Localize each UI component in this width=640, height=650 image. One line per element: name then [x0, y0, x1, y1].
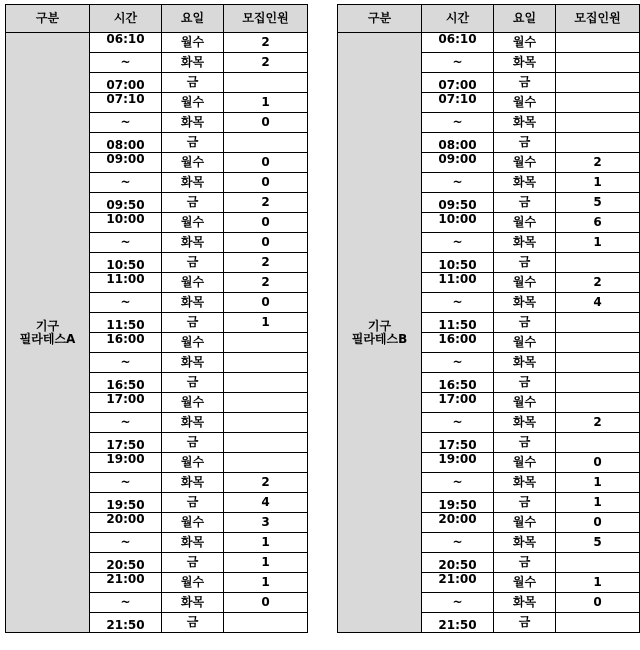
time-separator-cell: ~: [422, 353, 494, 373]
day-cell: 금: [494, 613, 556, 633]
day-cell: 금: [162, 613, 224, 633]
time-start-cell: 09:00: [422, 153, 494, 173]
day-cell: 화목: [494, 533, 556, 553]
time-separator-cell: ~: [90, 473, 162, 493]
time-separator-cell: ~: [90, 353, 162, 373]
day-cell: 월수: [162, 153, 224, 173]
time-end-cell: 20:50: [422, 553, 494, 573]
header-day: 요일: [494, 5, 556, 33]
time-end-cell: 11:50: [90, 313, 162, 333]
time-end-cell: 11:50: [422, 313, 494, 333]
day-cell: 월수: [162, 453, 224, 473]
recruit-count-cell: 1: [224, 573, 308, 593]
recruit-count-cell: [224, 393, 308, 413]
recruit-count-cell: [556, 313, 640, 333]
day-cell: 금: [494, 553, 556, 573]
day-cell: 금: [162, 553, 224, 573]
day-cell: 월수: [162, 333, 224, 353]
day-cell: 금: [162, 253, 224, 273]
day-cell: 월수: [162, 513, 224, 533]
day-cell: 금: [162, 493, 224, 513]
day-cell: 화목: [162, 53, 224, 73]
recruit-count-cell: 2: [224, 273, 308, 293]
time-start-cell: 10:00: [422, 213, 494, 233]
day-cell: 화목: [494, 293, 556, 313]
day-cell: 화목: [494, 473, 556, 493]
time-start-cell: 17:00: [90, 393, 162, 413]
day-cell: 화목: [162, 593, 224, 613]
header-row: [6, 5, 308, 33]
time-end-cell: 20:50: [90, 553, 162, 573]
day-cell: 화목: [162, 113, 224, 133]
time-end-cell: 10:50: [422, 253, 494, 273]
time-end-cell: 19:50: [90, 493, 162, 513]
time-start-cell: 10:00: [90, 213, 162, 233]
day-cell: 월수: [494, 213, 556, 233]
day-cell: 금: [162, 313, 224, 333]
time-start-cell: 09:00: [90, 153, 162, 173]
time-separator-cell: ~: [422, 533, 494, 553]
recruit-count-cell: 0: [556, 453, 640, 473]
recruit-count-cell: [224, 333, 308, 353]
time-start-cell: 17:00: [422, 393, 494, 413]
time-end-cell: 17:50: [90, 433, 162, 453]
recruit-count-cell: [556, 373, 640, 393]
recruit-count-cell: [224, 373, 308, 393]
day-cell: 화목: [162, 413, 224, 433]
day-cell: 월수: [162, 93, 224, 113]
day-cell: 월수: [162, 213, 224, 233]
time-start-cell: 07:10: [422, 93, 494, 113]
time-end-cell: 07:00: [422, 73, 494, 93]
time-end-cell: 08:00: [90, 133, 162, 153]
day-cell: 금: [494, 373, 556, 393]
recruit-count-cell: 2: [556, 413, 640, 433]
recruit-count-cell: [224, 73, 308, 93]
day-cell: 월수: [494, 393, 556, 413]
recruit-count-cell: 1: [556, 473, 640, 493]
time-separator-cell: ~: [422, 53, 494, 73]
time-separator-cell: ~: [90, 293, 162, 313]
day-cell: 금: [494, 73, 556, 93]
day-cell: 월수: [494, 273, 556, 293]
time-start-cell: 20:00: [90, 513, 162, 533]
header-row: [338, 5, 640, 33]
recruit-count-cell: [556, 553, 640, 573]
category-line2: 필라테스B: [351, 331, 408, 346]
time-separator-cell: ~: [90, 53, 162, 73]
day-cell: 월수: [162, 33, 224, 53]
day-cell: 월수: [494, 153, 556, 173]
category-cell: [338, 33, 422, 633]
recruit-count-cell: [556, 433, 640, 453]
time-start-cell: 16:00: [90, 333, 162, 353]
time-separator-cell: ~: [422, 413, 494, 433]
recruit-count-cell: [556, 253, 640, 273]
time-end-cell: 19:50: [422, 493, 494, 513]
recruit-count-cell: [556, 393, 640, 413]
recruit-count-cell: [224, 133, 308, 153]
recruit-count-cell: [556, 93, 640, 113]
day-cell: 월수: [494, 93, 556, 113]
time-start-cell: 19:00: [422, 453, 494, 473]
category-line1: 기구: [35, 318, 60, 333]
time-end-cell: 21:50: [90, 613, 162, 633]
day-cell: 화목: [494, 593, 556, 613]
day-cell: 화목: [162, 293, 224, 313]
time-separator-cell: ~: [422, 173, 494, 193]
time-start-cell: 21:00: [422, 573, 494, 593]
time-separator-cell: ~: [90, 233, 162, 253]
time-start-cell: 11:00: [422, 273, 494, 293]
recruit-count-cell: 1: [556, 173, 640, 193]
recruit-count-cell: [556, 53, 640, 73]
time-start-cell: 19:00: [90, 453, 162, 473]
recruit-count-cell: 0: [224, 113, 308, 133]
time-separator-cell: ~: [422, 293, 494, 313]
recruit-count-cell: 0: [556, 513, 640, 533]
day-cell: 화목: [494, 353, 556, 373]
table-row: [6, 33, 308, 53]
recruit-count-cell: 0: [224, 213, 308, 233]
recruit-count-cell: 1: [224, 553, 308, 573]
day-cell: 금: [162, 73, 224, 93]
recruit-count-cell: [556, 73, 640, 93]
recruit-count-cell: 1: [224, 533, 308, 553]
header-time: 시간: [422, 5, 494, 33]
recruit-count-cell: 2: [556, 273, 640, 293]
time-separator-cell: ~: [422, 593, 494, 613]
day-cell: 화목: [494, 113, 556, 133]
table-row: [338, 33, 640, 53]
recruit-count-cell: 1: [556, 573, 640, 593]
recruit-count-cell: [224, 613, 308, 633]
day-cell: 월수: [162, 393, 224, 413]
recruit-count-cell: 0: [556, 593, 640, 613]
time-end-cell: 07:00: [90, 73, 162, 93]
time-start-cell: 11:00: [90, 273, 162, 293]
recruit-count-cell: 2: [224, 53, 308, 73]
time-separator-cell: ~: [90, 173, 162, 193]
recruit-count-cell: [224, 353, 308, 373]
day-cell: 월수: [494, 573, 556, 593]
day-cell: 월수: [494, 333, 556, 353]
recruit-count-cell: 1: [556, 493, 640, 513]
time-end-cell: 09:50: [422, 193, 494, 213]
recruit-count-cell: 0: [224, 153, 308, 173]
day-cell: 월수: [162, 573, 224, 593]
recruit-count-cell: 0: [224, 593, 308, 613]
header-recruit-count: 모집인원: [224, 5, 308, 33]
category-line1: 기구: [367, 318, 392, 333]
time-start-cell: 06:10: [90, 33, 162, 53]
day-cell: 화목: [494, 233, 556, 253]
time-separator-cell: ~: [90, 533, 162, 553]
time-start-cell: 21:00: [90, 573, 162, 593]
day-cell: 금: [162, 433, 224, 453]
recruit-count-cell: 1: [224, 93, 308, 113]
time-separator-cell: ~: [422, 473, 494, 493]
time-end-cell: 16:50: [422, 373, 494, 393]
recruit-count-cell: 3: [224, 513, 308, 533]
recruit-count-cell: 2: [556, 153, 640, 173]
day-cell: 금: [494, 253, 556, 273]
recruit-count-cell: 6: [556, 213, 640, 233]
schedule-table-a: [5, 4, 308, 633]
day-cell: 화목: [494, 173, 556, 193]
recruit-count-cell: [556, 33, 640, 53]
day-cell: 금: [162, 373, 224, 393]
day-cell: 금: [162, 193, 224, 213]
category-line2: 필라테스A: [19, 331, 76, 346]
time-end-cell: 08:00: [422, 133, 494, 153]
time-start-cell: 07:10: [90, 93, 162, 113]
time-end-cell: 21:50: [422, 613, 494, 633]
recruit-count-cell: 1: [224, 313, 308, 333]
day-cell: 월수: [494, 513, 556, 533]
day-cell: 화목: [162, 173, 224, 193]
day-cell: 화목: [494, 413, 556, 433]
day-cell: 금: [494, 313, 556, 333]
time-end-cell: 17:50: [422, 433, 494, 453]
day-cell: 월수: [494, 33, 556, 53]
day-cell: 화목: [494, 53, 556, 73]
time-separator-cell: ~: [422, 113, 494, 133]
recruit-count-cell: 5: [556, 533, 640, 553]
time-separator-cell: ~: [422, 233, 494, 253]
recruit-count-cell: [556, 353, 640, 373]
recruit-count-cell: [556, 133, 640, 153]
recruit-count-cell: [224, 453, 308, 473]
time-separator-cell: ~: [90, 593, 162, 613]
header-day: 요일: [162, 5, 224, 33]
recruit-count-cell: 0: [224, 233, 308, 253]
day-cell: 금: [494, 193, 556, 213]
day-cell: 월수: [162, 273, 224, 293]
time-end-cell: 10:50: [90, 253, 162, 273]
recruit-count-cell: 2: [224, 33, 308, 53]
header-recruit-count: 모집인원: [556, 5, 640, 33]
time-separator-cell: ~: [90, 113, 162, 133]
day-cell: 화목: [162, 473, 224, 493]
recruit-count-cell: 4: [556, 293, 640, 313]
header-category: 구분: [6, 5, 90, 33]
recruit-count-cell: [224, 433, 308, 453]
recruit-count-cell: 2: [224, 193, 308, 213]
time-start-cell: 06:10: [422, 33, 494, 53]
day-cell: 금: [162, 133, 224, 153]
day-cell: 화목: [162, 353, 224, 373]
time-start-cell: 20:00: [422, 513, 494, 533]
recruit-count-cell: 0: [224, 293, 308, 313]
recruit-count-cell: 2: [224, 253, 308, 273]
day-cell: 월수: [494, 453, 556, 473]
recruit-count-cell: 2: [224, 473, 308, 493]
recruit-count-cell: 5: [556, 193, 640, 213]
recruit-count-cell: [556, 613, 640, 633]
time-start-cell: 16:00: [422, 333, 494, 353]
schedule-table-b: [337, 4, 640, 633]
day-cell: 화목: [162, 533, 224, 553]
day-cell: 금: [494, 133, 556, 153]
category-cell: [6, 33, 90, 633]
day-cell: 금: [494, 433, 556, 453]
recruit-count-cell: 4: [224, 493, 308, 513]
recruit-count-cell: 0: [224, 173, 308, 193]
day-cell: 금: [494, 493, 556, 513]
header-category: 구분: [338, 5, 422, 33]
header-time: 시간: [90, 5, 162, 33]
day-cell: 화목: [162, 233, 224, 253]
recruit-count-cell: 1: [556, 233, 640, 253]
time-end-cell: 09:50: [90, 193, 162, 213]
recruit-count-cell: [224, 413, 308, 433]
recruit-count-cell: [556, 333, 640, 353]
time-separator-cell: ~: [90, 413, 162, 433]
time-end-cell: 16:50: [90, 373, 162, 393]
recruit-count-cell: [556, 113, 640, 133]
